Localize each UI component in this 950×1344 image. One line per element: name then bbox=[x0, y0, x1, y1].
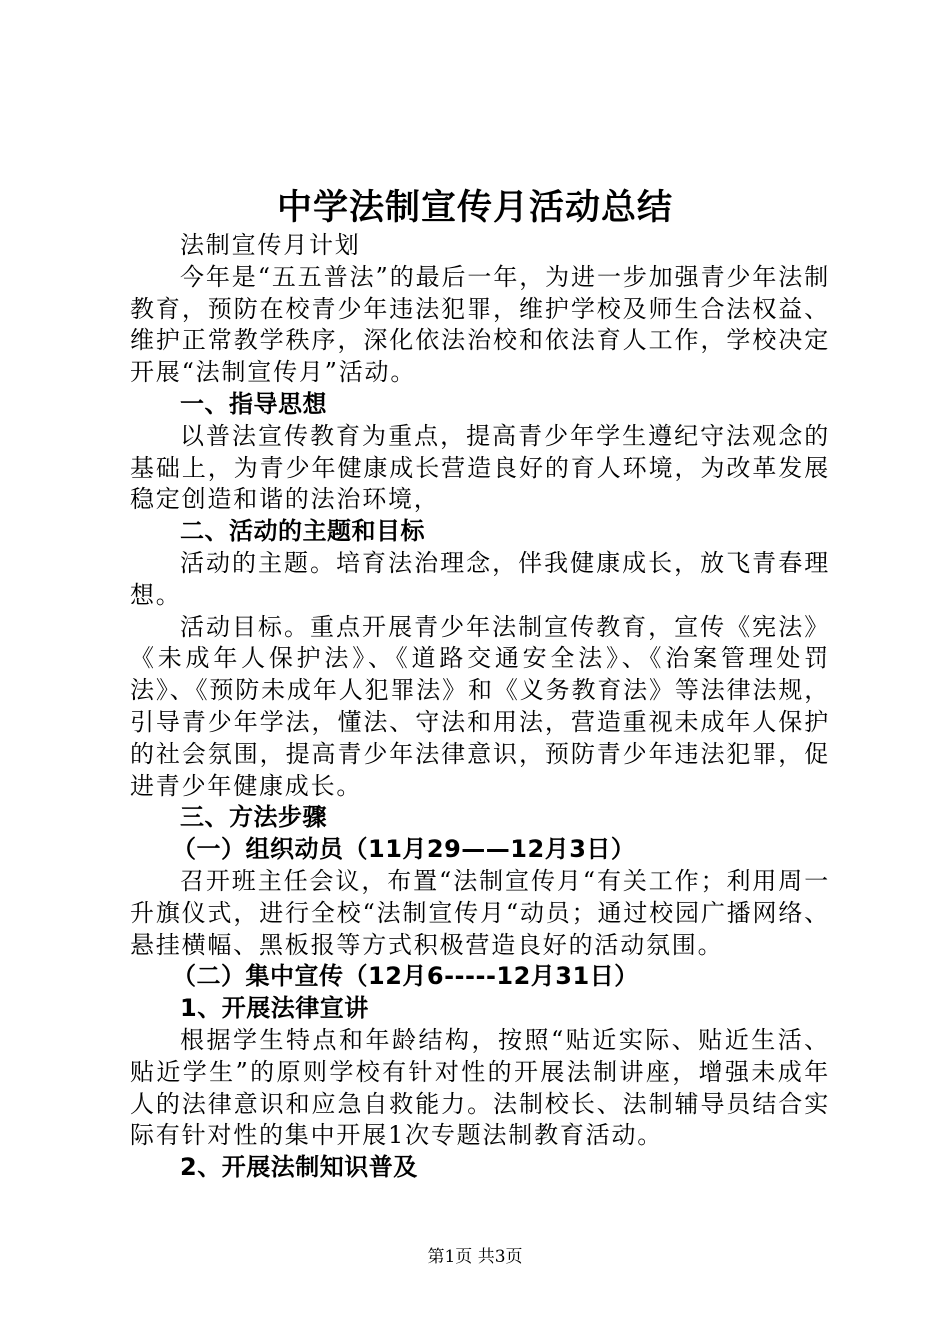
section-heading: 二、活动的主题和目标 bbox=[180, 517, 425, 546]
paragraph: 以普法宣传教育为重点，提高青少年学生遵纪守法观念的基础上，为青少年健康成长营造良好的育人环境，为改革发展稳定创造和谐的法治环境， bbox=[130, 421, 830, 514]
document-title: 中学法制宣传月活动总结 bbox=[276, 187, 673, 228]
item-heading: 2、开展法制知识普及 bbox=[180, 1153, 418, 1182]
paragraph: 活动的主题。培育法治理念，伴我健康成长，放飞青春理想。 bbox=[130, 548, 830, 609]
section-heading: 一、指导思想 bbox=[180, 389, 327, 418]
item-heading: 1、开展法律宣讲 bbox=[180, 994, 369, 1023]
subsection-heading: （二）集中宣传（12月6-----12月31日） bbox=[172, 962, 639, 991]
paragraph: 活动目标。重点开展青少年法制宣传教育，宣传《宪法》《未成年人保护法》、《道路交通安全法》、《治案管理处罚法》、《预防未成年人犯罪法》和《义务教育法》等法律法规，引导青少年学法，懂法、守法和用法，营造重视未成年人保护的社会氛围，提高青少年法律意识，预防青少年违法犯罪，促进青少年健康成长。 bbox=[130, 612, 830, 800]
paragraph: 召开班主任会议，布置“法制宣传月“有关工作；利用周一升旗仪式，进行全校“法制宣传月“动员；通过校园广播网络、悬挂横幅、黑板报等方式积极营造良好的活动氛围。 bbox=[130, 866, 830, 959]
document-body bbox=[130, 230, 830, 1184]
section-heading: 三、方法步骤 bbox=[180, 803, 327, 832]
paragraph: 法制宣传月计划 bbox=[180, 231, 361, 259]
paragraph: 今年是“五五普法”的最后一年，为进一步加强青少年法制教育，预防在校青少年违法犯罪，维护学校及师生合法权益、维护正常教学秩序，深化依法治校和依法育人工作，学校决定开展“法制宣传月”活动。 bbox=[130, 262, 830, 387]
subsection-heading: （一）组织动员（11月29——12月3日） bbox=[172, 835, 636, 864]
page-footer: 第1页 共3页 bbox=[427, 1247, 523, 1267]
paragraph: 根据学生特点和年龄结构，按照“贴近实际、贴近生活、贴近学生”的原则学校有针对性的开展法制讲座，增强未成年人的法律意识和应急自救能力。法制校长、法制辅导员结合实际有针对性的集中开展1次专题法制教育活动。 bbox=[130, 1025, 830, 1150]
